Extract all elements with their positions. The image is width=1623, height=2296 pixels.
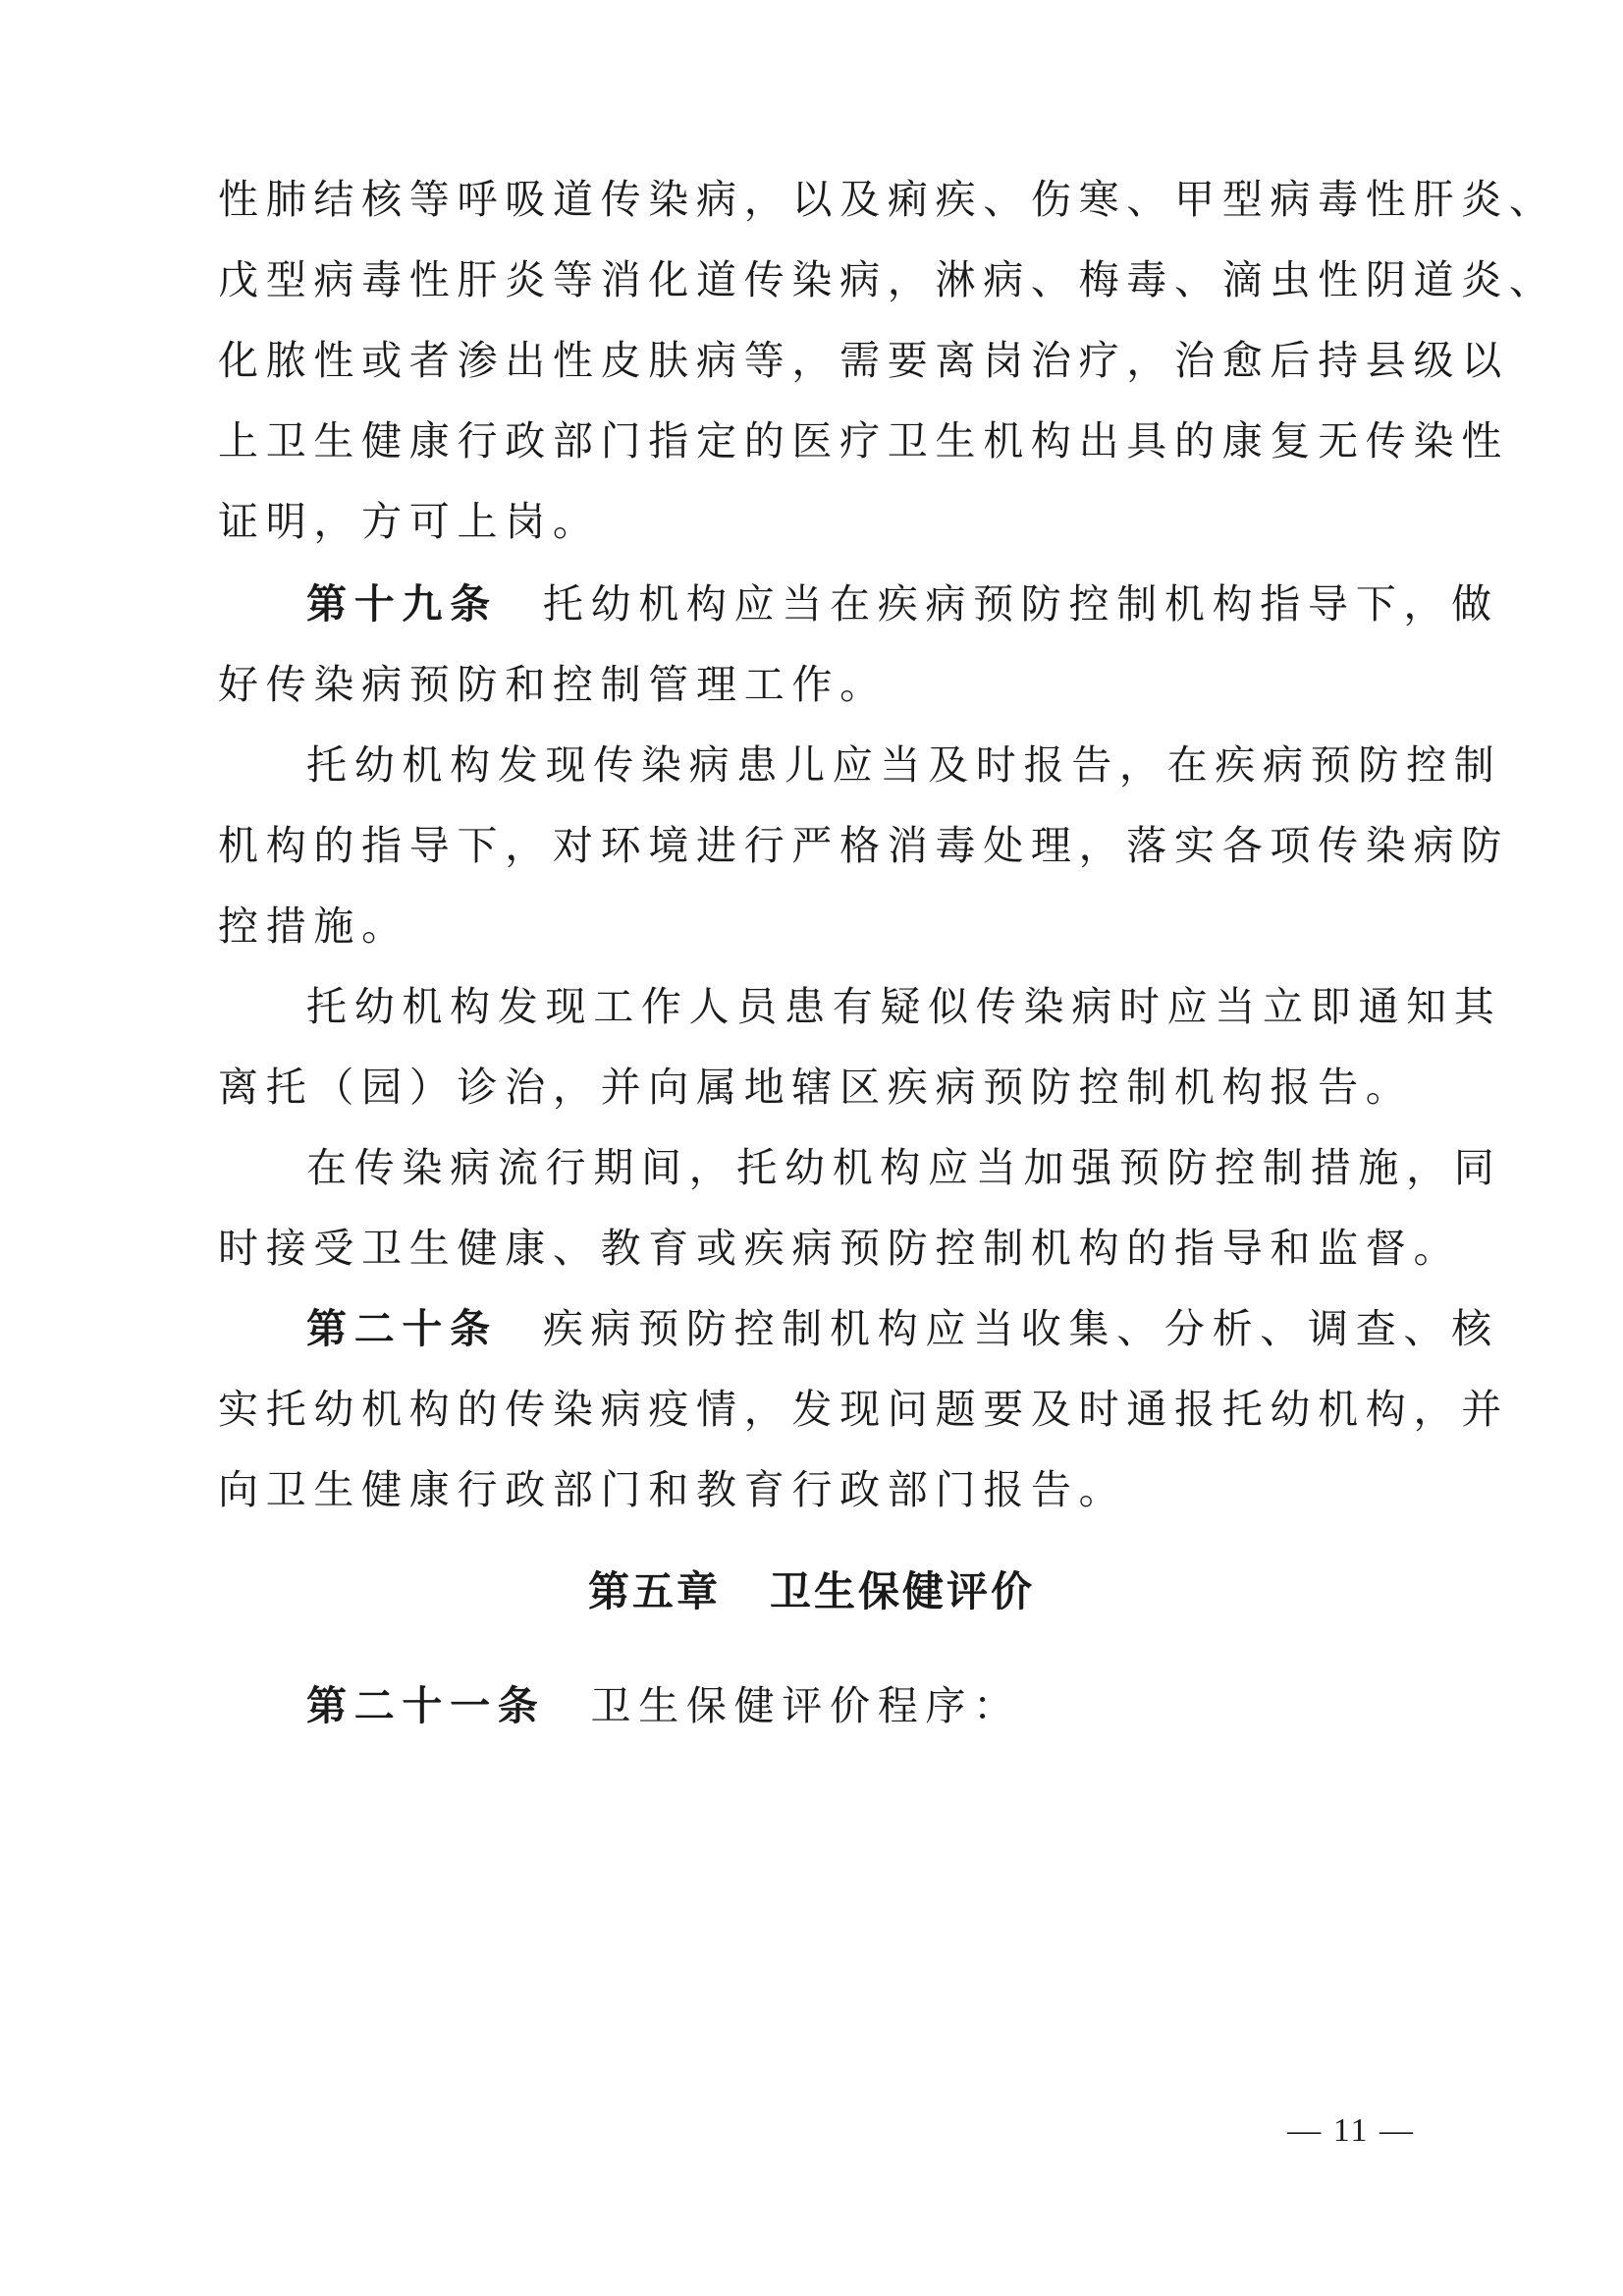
paragraph-line: 机构的指导下，对环境进行严格消毒处理，落实各项传染病防: [218, 822, 1509, 869]
article-text: 卫生保健评价程序：: [590, 1682, 1021, 1729]
paragraph-line: 在传染病流行期间，托幼机构应当加强预防控制措施，同: [306, 1144, 1502, 1191]
article-20-first-line: [306, 1304, 1499, 1353]
chapter-title: 卫生保健评价: [770, 1567, 1036, 1615]
article-19-first-line: [306, 579, 1499, 629]
article-heading: 第十九条: [306, 580, 498, 628]
page-number: — 11 —: [1287, 2112, 1415, 2149]
chapter-number: 第五章: [587, 1567, 721, 1615]
paragraph-line: 向卫生健康行政部门和教育行政部门报告。: [218, 1466, 1127, 1513]
paragraph-line: 证明，方可上岗。: [218, 498, 601, 545]
article-text: 托幼机构应当在疾病预防控制机构指导下，做: [542, 580, 1499, 628]
article-heading: 第二十条: [306, 1305, 498, 1352]
paragraph-line: 控措施。: [218, 902, 409, 950]
paragraph-line: 戊型病毒性肝炎等消化道传染病，淋病、梅毒、滴虫性阴道炎、: [218, 256, 1557, 303]
paragraph-line: 上卫生健康行政部门指定的医疗卫生机构出具的康复无传染性: [218, 417, 1509, 465]
paragraph-line: 托幼机构发现工作人员患有疑似传染病时应当立即通知其: [306, 983, 1502, 1030]
paragraph-line: 化脓性或者渗出性皮肤病等，需要离岗治疗，治愈后持县级以: [218, 337, 1509, 384]
paragraph-line: 实托幼机构的传染病疫情，发现问题要及时通报托幼机构，并: [218, 1386, 1509, 1433]
article-21-line: [306, 1681, 1416, 1730]
paragraph-line: 离托（园）诊治，并向属地辖区疾病预防控制机构报告。: [218, 1064, 1414, 1111]
article-text: 疾病预防控制机构应当收集、分析、调查、核: [542, 1305, 1499, 1352]
paragraph-line: 好传染病预防和控制管理工作。: [218, 661, 888, 708]
paragraph-line: 性肺结核等呼吸道传染病，以及痢疾、伤寒、甲型病毒性肝炎、: [218, 176, 1557, 223]
paragraph-line: 托幼机构发现传染病患儿应当及时报告，在疾病预防控制: [306, 741, 1502, 789]
paragraph-line: 时接受卫生健康、教育或疾病预防控制机构的指导和监督。: [218, 1225, 1462, 1272]
article-heading: 第二十一条: [306, 1682, 546, 1729]
chapter-heading: [0, 1567, 1623, 1616]
